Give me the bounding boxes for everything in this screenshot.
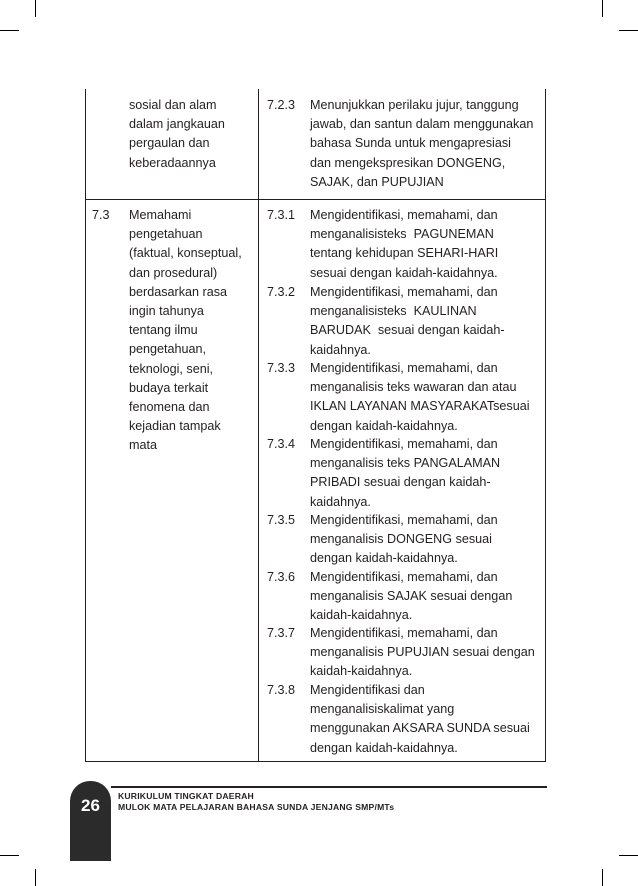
row1-item-num: 7.2.3 xyxy=(267,98,296,112)
item-text: Mengidentifikasi, memahami, dan menganalisisteks PAGUNEMAN tentang kehidupan SEHARI-HARI sesuai dengan kaidah-kaidahnya. xyxy=(310,208,499,280)
row1-competency-text: sosial dan alam dalam jangkauan pergaulan dan keberadaannya xyxy=(129,98,225,170)
item-text: Mengidentifikasi, memahami, dan menganalisis PUPUJIAN sesuai dengan kaidah-kaidahnya. xyxy=(310,626,535,679)
item-text: Mengidentifikasi dan menganalisiskalimat yang menggunakan AKSARA SUNDA sesuai dengan kaidah-kaidahnya. xyxy=(310,683,530,755)
item-num: 7.3.6 xyxy=(267,570,296,584)
footer-rule xyxy=(111,786,547,788)
item-num: 7.3.2 xyxy=(267,285,296,299)
item-num: 7.3.4 xyxy=(267,437,296,451)
item-text: Mengidentifikasi, memahami, dan menganalisisteks KAULINAN BARUDAK sesuai dengan kaidah- kaidahnya. xyxy=(310,285,505,357)
item-num: 7.3.1 xyxy=(267,208,296,222)
crop-mark xyxy=(35,0,36,17)
footer-subtitle: MULOK MATA PELAJARAN BAHASA SUNDA JENJANG SMP/MTs xyxy=(118,802,395,812)
item-text: Mengidentifikasi, memahami, dan menganalisis SAJAK sesuai dengan kaidah-kaidahnya. xyxy=(310,570,513,623)
item-num: 7.3.7 xyxy=(267,626,296,640)
item-num: 7.3.5 xyxy=(267,513,296,527)
item-text: Mengidentifikasi, memahami, dan menganalisis teks PANGALAMAN PRIBADI sesuai dengan kaidah- kaidahnya. xyxy=(310,437,501,509)
row2-competency-text: Memahami pengetahuan (faktual, konseptual, dan prosedural) berdasarkan rasa ingin tahunya tentang ilmu pengetahuan, teknologi, seni, budaya terkait fenomena dan kejadian tampak mata xyxy=(129,208,242,453)
crop-mark xyxy=(0,855,19,856)
crop-mark xyxy=(35,869,36,886)
item-num: 7.3.8 xyxy=(267,683,296,697)
row1-item-text: Menunjukkan perilaku jujur, tanggung jawab, dan santun dalam menggunakan bahasa Sunda untuk mengapresiasi dan mengekspresikan DONGENG, SAJAK, dan PUPUJIAN xyxy=(310,98,534,189)
column-divider xyxy=(258,89,259,761)
crop-mark xyxy=(0,30,19,31)
item-num: 7.3.3 xyxy=(267,361,296,375)
footer-title: KURIKULUM TINGKAT DAERAH xyxy=(118,791,254,801)
row-divider xyxy=(86,199,545,200)
crop-mark xyxy=(602,869,603,886)
competency-table xyxy=(85,89,546,762)
row2-competency-num: 7.3 xyxy=(92,208,110,222)
item-text: Mengidentifikasi, memahami, dan menganalisis teks wawaran dan atau IKLAN LAYANAN MASYARAKATsesuai dengan kaidah-kaidahnya. xyxy=(310,361,530,433)
crop-mark xyxy=(619,855,638,856)
page-number: 26 xyxy=(81,796,100,815)
crop-mark xyxy=(619,30,638,31)
crop-mark xyxy=(602,0,603,17)
item-text: Mengidentifikasi, memahami, dan menganalisis DONGENG sesuai dengan kaidah-kaidahnya. xyxy=(310,513,498,566)
